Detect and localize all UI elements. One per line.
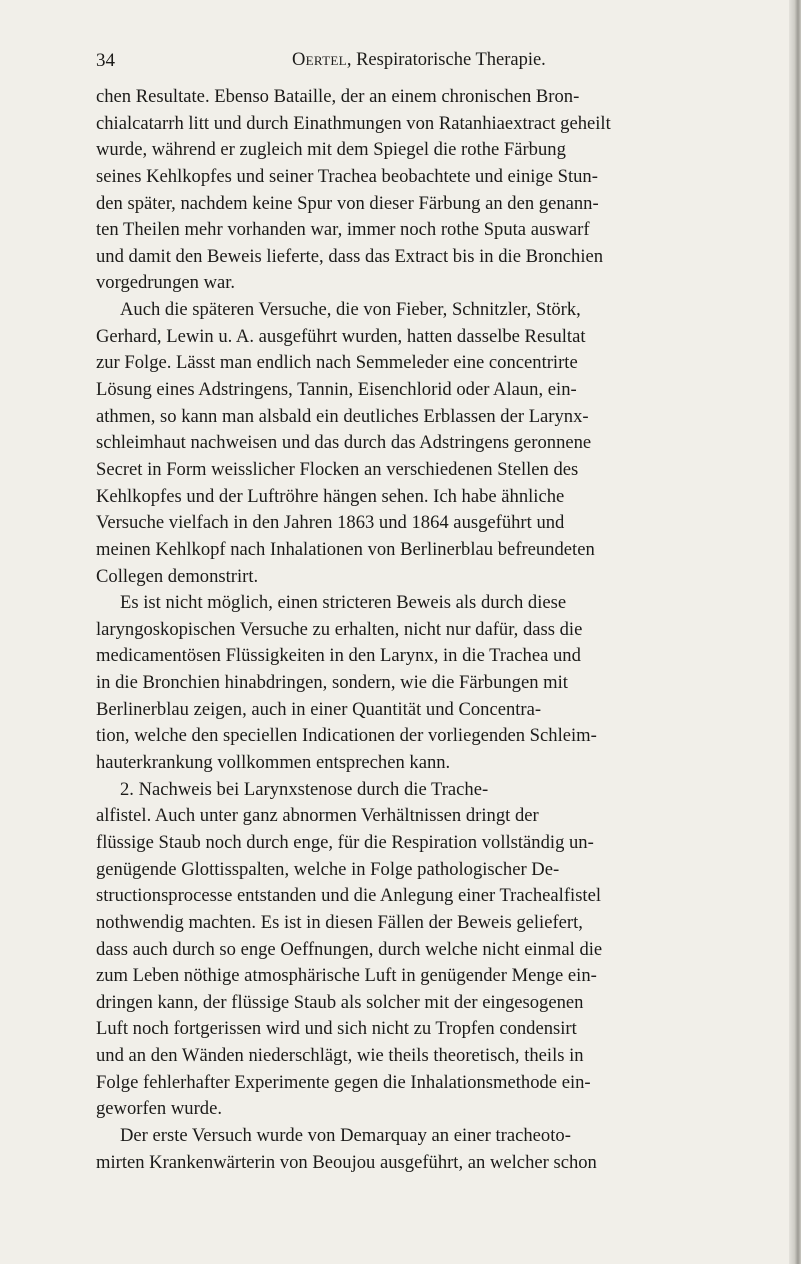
running-head-author: Oertel: [292, 50, 347, 70]
text-line: alfistel. Auch unter ganz abnormen Verhältnissen dringt der: [96, 805, 539, 827]
text-line: zum Leben nöthige atmosphärische Luft in genügender Menge ein-: [96, 965, 597, 987]
text-line: dringen kann, der flüssige Staub als solcher mit der eingesogenen: [96, 991, 584, 1013]
text-line: vorgedrungen war.: [96, 272, 236, 294]
text-line: Lösung eines Adstringens, Tannin, Eisenchlorid oder Alaun, ein-: [96, 379, 577, 401]
text-line: wurde, während er zugleich mit dem Spiegel die rothe Färbung: [96, 139, 566, 161]
text-line: nothwendig machten. Es ist in diesen Fällen der Beweis geliefert,: [96, 911, 583, 933]
paragraph-start-line: Auch die späteren Versuche, die von Fieber, Schnitzler, Störk,: [120, 299, 581, 321]
text-line: Secret in Form weisslicher Flocken an verschiedenen Stellen des: [96, 458, 579, 480]
scanned-page-edge: [789, 0, 801, 1264]
body-text: [96, 84, 760, 1176]
text-line: und damit den Beweis lieferte, dass das Extract bis in die Bronchien: [96, 245, 604, 267]
text-line: zur Folge. Lässt man endlich nach Semmeleder eine concentrirte: [96, 352, 578, 374]
section-heading-line: 2. Nachweis bei Larynxstenose durch die Trache-: [120, 778, 489, 800]
text-line: und an den Wänden niederschlägt, wie theils theoretisch, theils in: [96, 1045, 584, 1067]
text-line: Collegen demonstrirt.: [96, 565, 259, 587]
text-line: seines Kehlkopfes und seiner Trachea beobachtete und einige Stun-: [96, 165, 598, 187]
text-line: structionsprocesse entstanden und die Anlegung einer Trachealfistel: [96, 885, 602, 907]
text-line: geworfen wurde.: [96, 1098, 222, 1120]
text-line: ten Theilen mehr vorhanden war, immer noch rothe Sputa auswarf: [96, 219, 590, 241]
text-line: athmen, so kann man alsbald ein deutliches Erblassen der Larynx-: [96, 405, 589, 427]
paragraph-start-line: Der erste Versuch wurde von Demarquay an einer tracheoto-: [120, 1124, 571, 1146]
text-line: laryngoskopischen Versuche zu erhalten, nicht nur dafür, dass die: [96, 618, 583, 640]
text-line: tion, welche den speciellen Indicationen der vorliegenden Schleim-: [96, 725, 597, 747]
text-line: dass auch durch so enge Oeffnungen, durch welche nicht einmal die: [96, 938, 603, 960]
text-line: Berlinerblau zeigen, auch in einer Quantität und Concentra-: [96, 698, 542, 720]
page-header: [96, 44, 714, 74]
text-line: Luft noch fortgerissen wird und sich nicht zu Tropfen condensirt: [96, 1018, 577, 1040]
text-line: chen Resultate. Ebenso Bataille, der an einem chronischen Bron-: [96, 86, 580, 107]
text-line: Folge fehlerhafter Experimente gegen die Inhalationsmethode ein-: [96, 1071, 591, 1093]
text-line: Versuche vielfach in den Jahren 1863 und 1864 ausgeführt und: [96, 512, 565, 534]
text-line: schleimhaut nachweisen und das durch das Adstringens geronnene: [96, 432, 592, 454]
text-line: meinen Kehlkopf nach Inhalationen von Berlinerblau befreundeten: [96, 538, 595, 560]
text-line: flüssige Staub noch durch enge, für die Respiration vollständig un-: [96, 831, 594, 853]
text-line: chialcatarrh litt und durch Einathmungen von Ratanhiaextract geheilt: [96, 112, 611, 134]
text-line: in die Bronchien hinabdringen, sondern, wie die Färbungen mit: [96, 672, 568, 694]
text-line: den später, nachdem keine Spur von dieser Färbung an den genann-: [96, 192, 599, 214]
running-head: [292, 50, 546, 71]
text-line: Gerhard, Lewin u. A. ausgeführt wurden, hatten dasselbe Resultat: [96, 325, 586, 347]
text-line: Kehlkopfes und der Luftröhre hängen sehen. Ich habe ähnliche: [96, 485, 565, 507]
page-number: 34: [96, 50, 115, 71]
text-line: mirten Krankenwärterin von Beoujou ausgeführt, an welcher schon: [96, 1151, 597, 1173]
paragraph-start-line: Es ist nicht möglich, einen stricteren Beweis als durch diese: [120, 592, 567, 614]
text-line: medicamentösen Flüssigkeiten in den Larynx, in die Trachea und: [96, 645, 581, 667]
text-line: hauterkrankung vollkommen entsprechen kann.: [96, 752, 451, 774]
running-head-title: , Respiratorische Therapie.: [346, 50, 546, 70]
text-line: genügende Glottisspalten, welche in Folge pathologischer De-: [96, 858, 560, 880]
